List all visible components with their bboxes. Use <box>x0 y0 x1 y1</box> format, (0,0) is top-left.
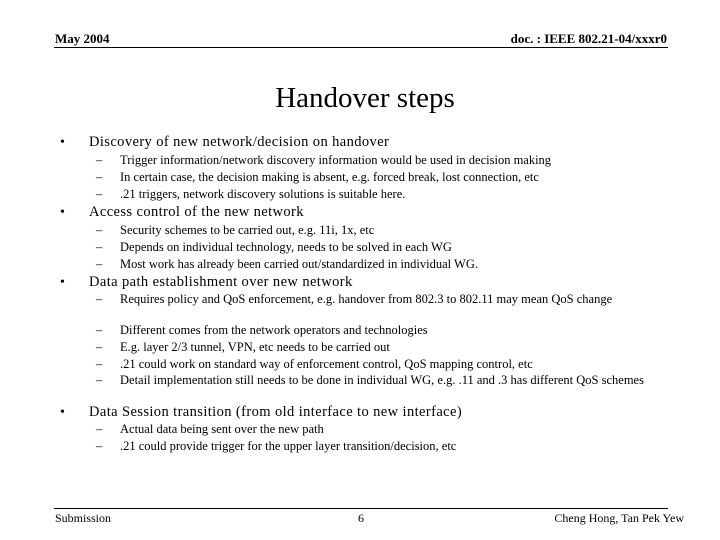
header-divider <box>54 47 668 48</box>
dash-marker: – <box>96 187 103 201</box>
sub-item-text: .21 could provide trigger for the upper layer transition/decision, etc <box>120 439 457 453</box>
dash-marker: – <box>96 240 103 254</box>
page-number: 6 <box>358 511 364 525</box>
bullet-access-control: Access control of the new network <box>89 204 304 220</box>
bullet-discovery: Discovery of new network/decision on handover <box>89 134 390 150</box>
dash-marker: – <box>96 439 103 453</box>
slide-title: Handover steps <box>275 82 455 114</box>
sub-item-text: Most work has already been carried out/standardized in individual WG. <box>120 257 478 271</box>
dash-marker: – <box>96 223 103 237</box>
dash-marker: – <box>96 323 103 337</box>
sub-item-text: Actual data being sent over the new path <box>120 422 324 436</box>
bullet-marker: • <box>60 135 65 150</box>
dash-marker: – <box>96 357 103 371</box>
dash-marker: – <box>96 373 103 387</box>
sub-item-text: .21 triggers, network discovery solutions is suitable here. <box>120 187 406 201</box>
footer-author: Cheng Hong, Tan Pek Yew <box>554 511 684 525</box>
bullet-marker: • <box>60 405 65 420</box>
sub-item-text: .21 could work on standard way of enforcement control, QoS mapping control, etc <box>120 357 533 371</box>
sub-item-text: Depends on individual technology, needs to be solved in each WG <box>120 240 452 254</box>
sub-item-text: Security schemes to be carried out, e.g. 11i, 1x, etc <box>120 223 375 237</box>
bullet-data-path: Data path establishment over new network <box>89 274 353 290</box>
footer-divider <box>54 508 668 509</box>
dash-marker: – <box>96 340 103 354</box>
sub-item-text: Requires policy and QoS enforcement, e.g. handover from 802.3 to 802.11 may mean QoS change <box>120 292 613 306</box>
sub-item-text: Trigger information/network discovery information would be used in decision making <box>120 153 552 167</box>
bullet-marker: • <box>60 275 65 290</box>
sub-item-text: E.g. layer 2/3 tunnel, VPN, etc needs to be carried out <box>120 340 390 354</box>
sub-item-text: Detail implementation still needs to be done in individual WG, e.g. .11 and .3 has different QoS schemes <box>120 373 644 387</box>
footer-submission: Submission <box>55 511 112 525</box>
header-date: May 2004 <box>55 31 110 46</box>
dash-marker: – <box>96 292 103 306</box>
dash-marker: – <box>96 153 103 167</box>
sub-item-text: In certain case, the decision making is absent, e.g. forced break, lost connection, etc <box>120 170 539 184</box>
dash-marker: – <box>96 170 103 184</box>
bullet-session-transition: Data Session transition (from old interface to new interface) <box>89 404 463 420</box>
dash-marker: – <box>96 422 103 436</box>
dash-marker: – <box>96 257 103 271</box>
bullet-marker: • <box>60 205 65 220</box>
header-doc-id: doc. : IEEE 802.21-04/xxxr0 <box>510 31 667 46</box>
sub-item-text: Different comes from the network operators and technologies <box>120 323 428 337</box>
